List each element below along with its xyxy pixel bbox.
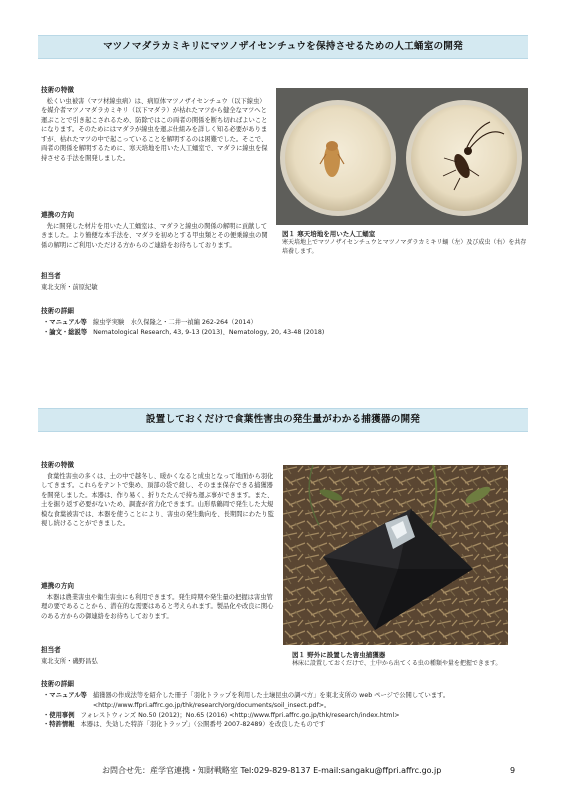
detail-row (43, 711, 531, 721)
detail-label: ・論文・総説等 (43, 328, 88, 336)
detail-label: ・マニュアル等 (43, 692, 87, 699)
section1-title: マツノマダラカミキリにマツノザイセンチュウを保持させるための人工蛹室の開発 (38, 35, 528, 59)
section1-direction-heading: 連携の方向 (41, 211, 74, 219)
page-number: 9 (510, 766, 516, 775)
petri-dish-photo (276, 88, 528, 225)
section1-contact-text: 東北支所・前原紀敏 (41, 283, 98, 291)
section2-figure-text: 林床に設置しておくだけで、土中から出てくる虫の種類や量を把握できます。 (292, 660, 502, 668)
section2-direction-text: 本器は農業害虫や衛生害虫にも利用できます。発生時期や発生量の把握は害虫管理の要であることから、潜在的な需要はあると考えられます。製品化や改良に関心のある方からの御連絡をお待ちしております。 (41, 593, 274, 620)
detail-row (43, 720, 531, 730)
detail-label: ・使用事例 (43, 711, 75, 719)
section2-features (41, 461, 275, 529)
section1-features-text: 松くい虫被害（マツ材線虫病）は、病原体マツノザイセンチュウ（以下線虫）を媒介者マツノマダラカミキリ（以下マダラ）が枯れたマツから健全なマツへと運ぶことで引き起こされるため、防除ではこの両者の関係を断ち切ればよいことになります。そのためにはマダラが線虫を運ぶ仕組みを詳しく知る必要がありますが、枯れたマツの中で起こっていることを解明するのは困難でした。そこで、両者の関係を解明するために、寒天培地を用いた人工蛹室で、マダラに線虫を保持させる手法を開発しました。 (41, 97, 268, 162)
section1-figure-caption (282, 230, 530, 257)
detail-row (43, 691, 531, 711)
detail-value: 線虫学実験 水久保隆之・二井一禎編 262-264（2014） (92, 319, 257, 326)
detail-row (43, 318, 531, 328)
section2-figure-caption (292, 651, 524, 669)
section1-contact-heading: 担当者 (41, 272, 61, 280)
section1-details-list (43, 318, 531, 338)
section1-features-heading: 技術の特徴 (41, 86, 74, 94)
detail-value: Nematological Research, 43, 9-13 (2013)、Nematology, 20, 43-48 (2018) (93, 328, 325, 336)
section2-contact (41, 646, 275, 666)
section2-details-list (43, 691, 531, 730)
section2-direction (41, 582, 275, 621)
section2-contact-text: 東北支所・磯野昌弘 (41, 657, 98, 665)
section1-details-heading-wrap (41, 307, 531, 318)
section1-direction (41, 211, 268, 250)
section2-direction-heading: 連携の方向 (41, 582, 74, 590)
section1-figure-title: 図１ 寒天培地を用いた人工蛹室 (282, 230, 376, 238)
section1-direction-text: 先に開発した材片を用いた人工蛹室は、マダラと線虫の関係の解明に貢献してきました。より簡便な本手法を、マダラを初めとする甲虫類とその便乗線虫の関係の解明にご利用いただける方からのご連絡をお待ちしております。 (41, 222, 268, 249)
section2-contact-heading: 担当者 (41, 646, 61, 654)
detail-label: ・マニュアル等 (43, 319, 87, 326)
section2-details-heading-wrap (41, 680, 531, 691)
detail-value: 本器は、失効した特許「羽化トラップ」（公開番号 2007-82489）を改良したものです (80, 721, 326, 729)
section2-details-heading: 技術の詳細 (41, 680, 74, 688)
section1-features (41, 86, 268, 163)
section1-figure-text: 寒天培地上でマツノザイセンチュウとマツノマダラカミキリ蛹（左）及び成虫（右）を共存培養します。 (282, 239, 527, 256)
section2-features-heading: 技術の特徴 (41, 461, 74, 469)
detail-row (43, 328, 531, 338)
footer-contact: お問合せ先：産学官連携・知財戦略室 Tel:029-829-8137 E-mail:sangaku@ffpri.affrc.go.jp (102, 766, 442, 775)
section2-figure-title: 図１ 野外に設置した害虫捕獲器 (292, 651, 386, 659)
section1-contact (41, 272, 268, 292)
insect-trap-photo (283, 465, 508, 645)
section2-title: 設置しておくだけで食葉性害虫の発生量がわかる捕獲器の開発 (38, 408, 528, 432)
section1-details-heading: 技術の詳細 (41, 307, 74, 315)
detail-value: フォレストウィンズ No.50 (2012)；No.65 (2016) <http://www.ffpri.affrc.go.jp/thk/research/index.html> (80, 711, 400, 719)
detail-label: ・特許情報 (43, 721, 75, 729)
detail-value: 捕獲器の作成法等を紹介した冊子「羽化トラップを利用した土壌昆虫の調べ方」を東北支所の web ページで公開しています。<http://www.ffpri.affrc.go.jp/thk/research/org/documents/soil_insect.pdf>。 (92, 692, 450, 709)
section2-features-text: 食葉性害虫の多くは、土の中で越冬し、暖かくなると成虫となって地面から羽化してきます。これらをテントで集め、頂部の袋で殺し、そのまま保存できる捕獲器を開発しました。本器は、作り易く、折りたたんで持ち運ぶ事ができます。また、土を掘り返す必要がないため、調査が省力化できます。山形県鶴岡で発生した大規模な食葉被害では、本器を使うことにより、害虫の発生動向を、長期間にわたり監視し続けることができました。 (41, 472, 274, 528)
